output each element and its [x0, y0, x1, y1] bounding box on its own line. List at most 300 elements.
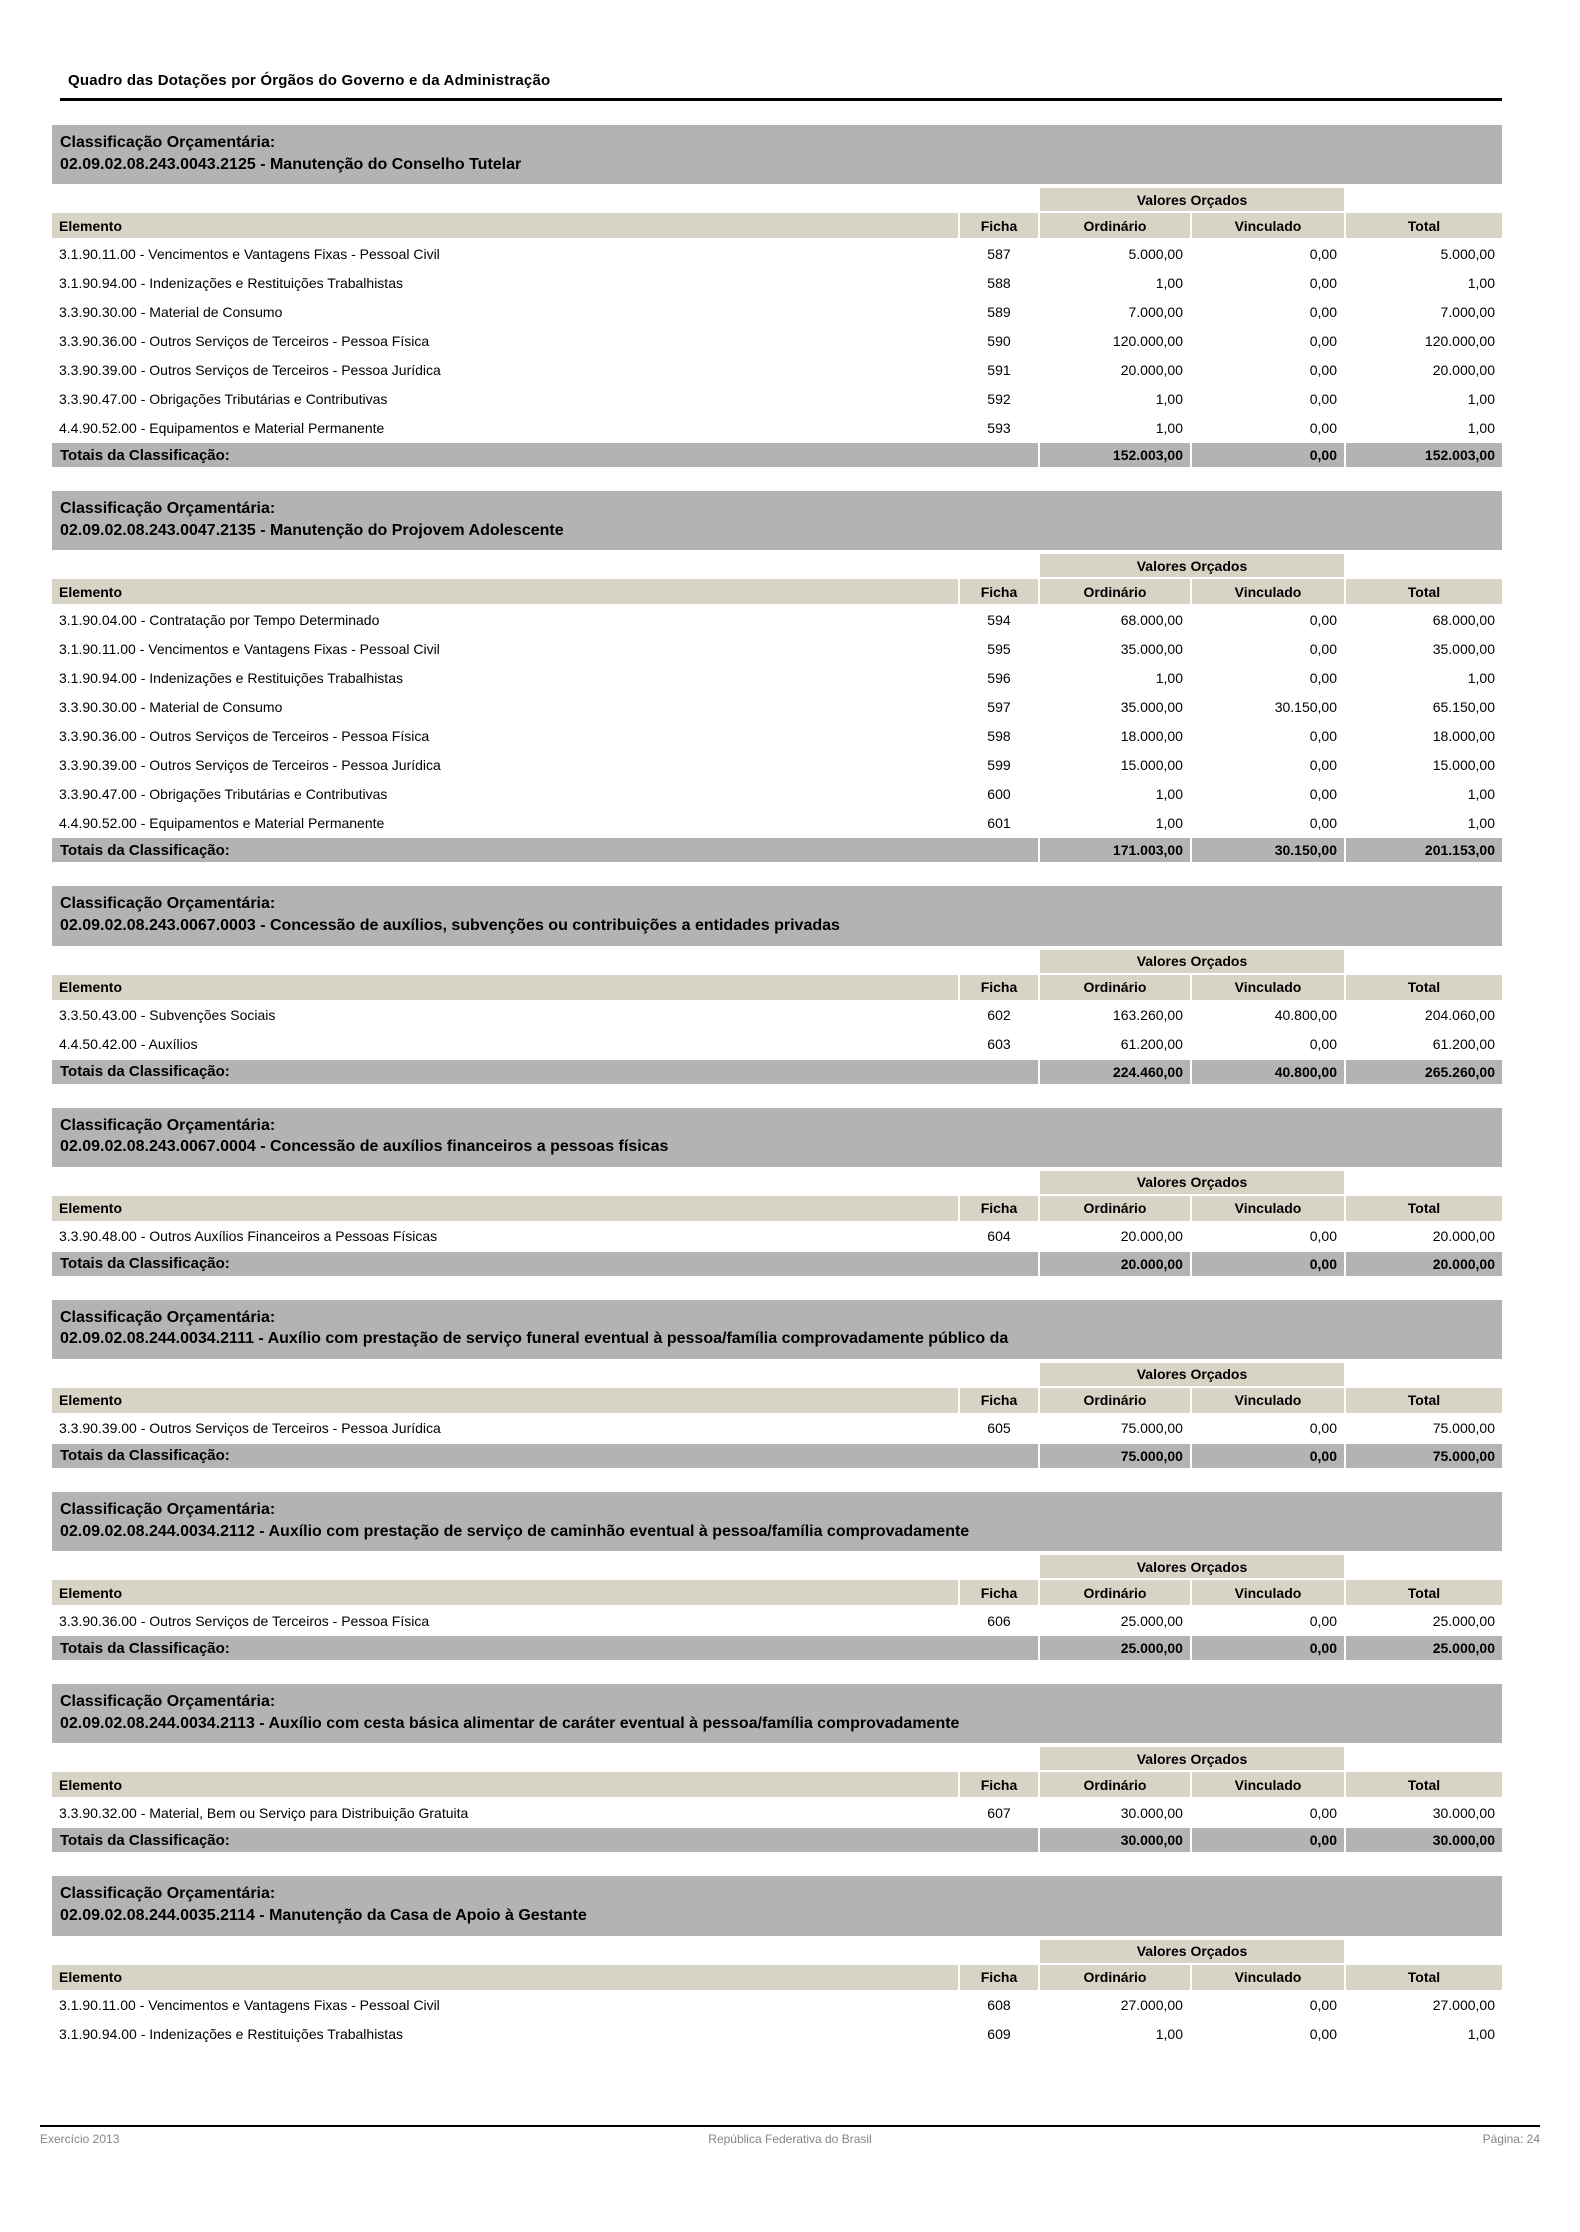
totals-total: 75.000,00: [1346, 1444, 1502, 1468]
classification-block: [52, 491, 1502, 864]
row-vinculado: 0,00: [1192, 414, 1344, 441]
classification-label: Classificação Orçamentária:: [60, 1308, 276, 1326]
totals-ordinario: 171.003,00: [1040, 838, 1190, 862]
valores-orcados-row: [52, 1171, 1502, 1194]
row-elemento: 3.1.90.94.00 - Indenizações e Restituições Trabalhistas: [52, 269, 958, 296]
row-ordinario: 7.000,00: [1040, 298, 1190, 325]
column-header-ordinario: Ordinário: [1040, 213, 1190, 238]
row-ordinario: 1,00: [1040, 2021, 1190, 2048]
spacer-cell: [1346, 554, 1502, 577]
spacer-cell: [1346, 950, 1502, 973]
totals-vinculado: 30.150,00: [1192, 838, 1344, 862]
column-header-elemento: Elemento: [52, 213, 958, 238]
table-row: [52, 809, 1502, 836]
valores-orcados-row: [52, 1940, 1502, 1963]
row-elemento: 3.3.90.36.00 - Outros Serviços de Terceiros - Pessoa Física: [52, 1607, 958, 1634]
row-total: 1,00: [1346, 2021, 1502, 2048]
column-header-row: [52, 1772, 1502, 1797]
row-ordinario: 120.000,00: [1040, 327, 1190, 354]
table-row: [52, 780, 1502, 807]
report-title: Quadro das Dotações por Órgãos do Governo e da Administração: [68, 72, 551, 89]
row-total: 7.000,00: [1346, 298, 1502, 325]
table-row: [52, 240, 1502, 267]
valores-orcados-header: Valores Orçados: [1040, 1940, 1344, 1963]
row-ordinario: 20.000,00: [1040, 1223, 1190, 1250]
row-ordinario: 18.000,00: [1040, 722, 1190, 749]
row-ordinario: 27.000,00: [1040, 1992, 1190, 2019]
row-vinculado: 0,00: [1192, 356, 1344, 383]
valores-orcados-row: [52, 1555, 1502, 1578]
totals-ordinario: 25.000,00: [1040, 1636, 1190, 1660]
column-header-ordinario: Ordinário: [1040, 1772, 1190, 1797]
row-ficha: 606: [960, 1607, 1038, 1634]
row-ordinario: 15.000,00: [1040, 751, 1190, 778]
classification-block: [52, 1108, 1502, 1278]
valores-orcados-row: [52, 1747, 1502, 1770]
row-vinculado: 0,00: [1192, 385, 1344, 412]
totals-total: 20.000,00: [1346, 1252, 1502, 1276]
column-header-ordinario: Ordinário: [1040, 1580, 1190, 1605]
row-vinculado: 0,00: [1192, 1415, 1344, 1442]
column-header-ficha: Ficha: [960, 1772, 1038, 1797]
totals-ordinario: 75.000,00: [1040, 1444, 1190, 1468]
spacer-cell: [52, 188, 1038, 211]
totals-total: 25.000,00: [1346, 1636, 1502, 1660]
valores-orcados-header: Valores Orçados: [1040, 1555, 1344, 1578]
row-ordinario: 1,00: [1040, 809, 1190, 836]
row-vinculado: 0,00: [1192, 664, 1344, 691]
column-header-ficha: Ficha: [960, 1965, 1038, 1990]
totals-vinculado: 40.800,00: [1192, 1060, 1344, 1084]
totals-vinculado: 0,00: [1192, 443, 1344, 467]
table-body: [52, 1607, 1502, 1634]
column-header-vinculado: Vinculado: [1192, 213, 1344, 238]
totals-total: 30.000,00: [1346, 1828, 1502, 1852]
totals-vinculado: 0,00: [1192, 1828, 1344, 1852]
valores-orcados-row: [52, 950, 1502, 973]
table-row: [52, 385, 1502, 412]
row-ficha: 603: [960, 1031, 1038, 1058]
column-header-elemento: Elemento: [52, 1580, 958, 1605]
column-header-vinculado: Vinculado: [1192, 1772, 1344, 1797]
totals-vinculado: 0,00: [1192, 1636, 1344, 1660]
row-total: 68.000,00: [1346, 606, 1502, 633]
row-total: 75.000,00: [1346, 1415, 1502, 1442]
classification-code: 02.09.02.08.244.0034.2111 - Auxílio com prestação de serviço funeral eventual à pessoa/família comprovadamente público da: [60, 1330, 1009, 1348]
row-ficha: 588: [960, 269, 1038, 296]
column-header-ficha: Ficha: [960, 975, 1038, 1000]
table-row: [52, 1223, 1502, 1250]
totals-label: Totais da Classificação:: [52, 1060, 1038, 1084]
budget-table: [50, 1745, 1504, 1854]
row-vinculado: 0,00: [1192, 1992, 1344, 2019]
spacer-cell: [1346, 1363, 1502, 1386]
table-body: [52, 1002, 1502, 1058]
table-row: [52, 327, 1502, 354]
row-ordinario: 1,00: [1040, 269, 1190, 296]
row-total: 1,00: [1346, 809, 1502, 836]
row-elemento: 3.3.90.48.00 - Outros Auxílios Financeiros a Pessoas Físicas: [52, 1223, 958, 1250]
row-elemento: 4.4.50.42.00 - Auxílios: [52, 1031, 958, 1058]
table-row: [52, 635, 1502, 662]
column-header-total: Total: [1346, 213, 1502, 238]
totals-row: [52, 1060, 1502, 1084]
valores-orcados-row: [52, 554, 1502, 577]
classification-label: Classificação Orçamentária:: [60, 895, 276, 913]
column-header-row: [52, 975, 1502, 1000]
row-vinculado: 0,00: [1192, 269, 1344, 296]
totals-row: [52, 1252, 1502, 1276]
totals-row: [52, 1828, 1502, 1852]
column-header-vinculado: Vinculado: [1192, 1388, 1344, 1413]
row-elemento: 3.1.90.11.00 - Vencimentos e Vantagens Fixas - Pessoal Civil: [52, 635, 958, 662]
classification-label: Classificação Orçamentária:: [60, 1500, 276, 1518]
row-elemento: 3.3.90.36.00 - Outros Serviços de Terceiros - Pessoa Física: [52, 722, 958, 749]
row-ordinario: 1,00: [1040, 664, 1190, 691]
column-header-total: Total: [1346, 1772, 1502, 1797]
row-ordinario: 5.000,00: [1040, 240, 1190, 267]
row-ficha: 590: [960, 327, 1038, 354]
row-ficha: 591: [960, 356, 1038, 383]
totals-ordinario: 224.460,00: [1040, 1060, 1190, 1084]
row-vinculado: 30.150,00: [1192, 693, 1344, 720]
classification-header-box: [52, 491, 1502, 550]
column-header-ficha: Ficha: [960, 1196, 1038, 1221]
classification-header-box: [52, 886, 1502, 945]
classification-code: 02.09.02.08.243.0067.0004 - Concessão de auxílios financeiros a pessoas físicas: [60, 1138, 669, 1156]
totals-label: Totais da Classificação:: [52, 1828, 1038, 1852]
row-total: 204.060,00: [1346, 1002, 1502, 1029]
table-row: [52, 269, 1502, 296]
row-elemento: 3.3.90.39.00 - Outros Serviços de Terceiros - Pessoa Jurídica: [52, 1415, 958, 1442]
totals-row: [52, 838, 1502, 862]
spacer-cell: [1346, 1555, 1502, 1578]
row-vinculado: 0,00: [1192, 298, 1344, 325]
row-ordinario: 20.000,00: [1040, 356, 1190, 383]
column-header-row: [52, 1196, 1502, 1221]
row-total: 27.000,00: [1346, 1992, 1502, 2019]
classification-code: 02.09.02.08.244.0035.2114 - Manutenção da Casa de Apoio à Gestante: [60, 1906, 587, 1924]
table-row: [52, 1799, 1502, 1826]
totals-total: 152.003,00: [1346, 443, 1502, 467]
row-ficha: 597: [960, 693, 1038, 720]
budget-table: [50, 1361, 1504, 1470]
totals-vinculado: 0,00: [1192, 1444, 1344, 1468]
table-row: [52, 356, 1502, 383]
row-ficha: 596: [960, 664, 1038, 691]
row-total: 18.000,00: [1346, 722, 1502, 749]
classification-block: [52, 1684, 1502, 1854]
column-header-vinculado: Vinculado: [1192, 1580, 1344, 1605]
spacer-cell: [52, 1940, 1038, 1963]
row-ordinario: 30.000,00: [1040, 1799, 1190, 1826]
row-ficha: 594: [960, 606, 1038, 633]
table-body: [52, 606, 1502, 836]
row-ficha: 595: [960, 635, 1038, 662]
column-header-ordinario: Ordinário: [1040, 1196, 1190, 1221]
row-ordinario: 1,00: [1040, 385, 1190, 412]
row-ficha: 598: [960, 722, 1038, 749]
report-header: [52, 0, 1502, 101]
row-ficha: 602: [960, 1002, 1038, 1029]
row-ficha: 607: [960, 1799, 1038, 1826]
row-ordinario: 35.000,00: [1040, 635, 1190, 662]
valores-orcados-header: Valores Orçados: [1040, 1363, 1344, 1386]
column-header-row: [52, 1965, 1502, 1990]
row-total: 120.000,00: [1346, 327, 1502, 354]
row-ficha: 599: [960, 751, 1038, 778]
valores-orcados-header: Valores Orçados: [1040, 554, 1344, 577]
row-ficha: 589: [960, 298, 1038, 325]
classification-header-box: [52, 1492, 1502, 1551]
table-row: [52, 414, 1502, 441]
spacer-cell: [52, 1171, 1038, 1194]
classification-header-box: [52, 1300, 1502, 1359]
row-ficha: 604: [960, 1223, 1038, 1250]
footer-exercise: Exercício 2013: [40, 2132, 120, 2146]
classification-header-box: [52, 1684, 1502, 1743]
classification-block: [52, 125, 1502, 469]
row-ficha: 592: [960, 385, 1038, 412]
row-vinculado: 0,00: [1192, 780, 1344, 807]
column-header-elemento: Elemento: [52, 1772, 958, 1797]
valores-orcados-header: Valores Orçados: [1040, 1171, 1344, 1194]
column-header-row: [52, 1580, 1502, 1605]
classification-header-box: [52, 125, 1502, 184]
column-header-vinculado: Vinculado: [1192, 1196, 1344, 1221]
table-row: [52, 693, 1502, 720]
column-header-elemento: Elemento: [52, 1388, 958, 1413]
totals-total: 201.153,00: [1346, 838, 1502, 862]
totals-row: [52, 1636, 1502, 1660]
row-ficha: 593: [960, 414, 1038, 441]
row-elemento: 3.1.90.04.00 - Contratação por Tempo Determinado: [52, 606, 958, 633]
row-elemento: 3.3.90.30.00 - Material de Consumo: [52, 298, 958, 325]
column-header-ordinario: Ordinário: [1040, 1965, 1190, 1990]
row-elemento: 3.3.90.30.00 - Material de Consumo: [52, 693, 958, 720]
table-row: [52, 751, 1502, 778]
budget-table: [50, 552, 1504, 864]
row-total: 15.000,00: [1346, 751, 1502, 778]
row-vinculado: 0,00: [1192, 240, 1344, 267]
row-elemento: 4.4.90.52.00 - Equipamentos e Material Permanente: [52, 809, 958, 836]
row-elemento: 3.1.90.11.00 - Vencimentos e Vantagens Fixas - Pessoal Civil: [52, 1992, 958, 2019]
column-header-total: Total: [1346, 1196, 1502, 1221]
row-total: 20.000,00: [1346, 1223, 1502, 1250]
row-total: 1,00: [1346, 780, 1502, 807]
table-body: [52, 1415, 1502, 1442]
table-row: [52, 298, 1502, 325]
column-header-elemento: Elemento: [52, 1196, 958, 1221]
row-elemento: 4.4.90.52.00 - Equipamentos e Material Permanente: [52, 414, 958, 441]
totals-row: [52, 1444, 1502, 1468]
row-total: 61.200,00: [1346, 1031, 1502, 1058]
spacer-cell: [1346, 188, 1502, 211]
classification-label: Classificação Orçamentária:: [60, 134, 276, 151]
row-total: 1,00: [1346, 269, 1502, 296]
row-vinculado: 0,00: [1192, 751, 1344, 778]
footer-line: [40, 2127, 1540, 2146]
column-header-row: [52, 213, 1502, 238]
table-body: [52, 1223, 1502, 1250]
row-total: 1,00: [1346, 385, 1502, 412]
row-elemento: 3.3.50.43.00 - Subvenções Sociais: [52, 1002, 958, 1029]
row-vinculado: 0,00: [1192, 1031, 1344, 1058]
classification-header-box: [52, 1876, 1502, 1935]
row-ficha: 609: [960, 2021, 1038, 2048]
column-header-row: [52, 579, 1502, 604]
column-header-total: Total: [1346, 1580, 1502, 1605]
footer-country: República Federativa do Brasil: [708, 2132, 872, 2146]
row-ordinario: 25.000,00: [1040, 1607, 1190, 1634]
table-row: [52, 1002, 1502, 1029]
column-header-elemento: Elemento: [52, 579, 958, 604]
totals-label: Totais da Classificação:: [52, 1636, 1038, 1660]
row-total: 65.150,00: [1346, 693, 1502, 720]
spacer-cell: [52, 554, 1038, 577]
row-total: 35.000,00: [1346, 635, 1502, 662]
column-header-ordinario: Ordinário: [1040, 579, 1190, 604]
totals-ordinario: 30.000,00: [1040, 1828, 1190, 1852]
row-vinculado: 40.800,00: [1192, 1002, 1344, 1029]
column-header-ordinario: Ordinário: [1040, 975, 1190, 1000]
row-vinculado: 0,00: [1192, 1223, 1344, 1250]
spacer-cell: [52, 1747, 1038, 1770]
table-row: [52, 606, 1502, 633]
row-ficha: 608: [960, 1992, 1038, 2019]
row-vinculado: 0,00: [1192, 606, 1344, 633]
spacer-cell: [52, 950, 1038, 973]
table-row: [52, 1031, 1502, 1058]
classification-label: Classificação Orçamentária:: [60, 500, 276, 518]
row-total: 5.000,00: [1346, 240, 1502, 267]
row-vinculado: 0,00: [1192, 722, 1344, 749]
column-header-total: Total: [1346, 579, 1502, 604]
row-vinculado: 0,00: [1192, 1607, 1344, 1634]
classification-header-box: [52, 1108, 1502, 1167]
classification-block: [52, 1876, 1502, 2049]
totals-label: Totais da Classificação:: [52, 838, 1038, 862]
column-header-ficha: Ficha: [960, 213, 1038, 238]
totals-vinculado: 0,00: [1192, 1252, 1344, 1276]
budget-table: [50, 186, 1504, 469]
budget-table: [50, 948, 1504, 1086]
classification-blocks-container: [52, 125, 1502, 2050]
table-row: [52, 1415, 1502, 1442]
column-header-elemento: Elemento: [52, 975, 958, 1000]
spacer-cell: [52, 1555, 1038, 1578]
column-header-ficha: Ficha: [960, 1388, 1038, 1413]
classification-code: 02.09.02.08.243.0047.2135 - Manutenção do Projovem Adolescente: [60, 521, 564, 539]
row-total: 20.000,00: [1346, 356, 1502, 383]
classification-block: [52, 886, 1502, 1085]
row-ordinario: 68.000,00: [1040, 606, 1190, 633]
page-footer: [0, 2125, 1580, 2146]
row-ficha: 605: [960, 1415, 1038, 1442]
row-elemento: 3.3.90.47.00 - Obrigações Tributárias e Contributivas: [52, 385, 958, 412]
table-row: [52, 722, 1502, 749]
column-header-total: Total: [1346, 1388, 1502, 1413]
row-ficha: 601: [960, 809, 1038, 836]
table-body: [52, 1992, 1502, 2048]
column-header-total: Total: [1346, 1965, 1502, 1990]
classification-code: 02.09.02.08.244.0034.2113 - Auxílio com cesta básica alimentar de caráter eventual à pessoa/família comprovadamente: [60, 1714, 960, 1732]
column-header-row: [52, 1388, 1502, 1413]
classification-code: 02.09.02.08.243.0067.0003 - Concessão de auxílios, subvenções ou contribuições a entidades privadas: [60, 916, 840, 934]
valores-orcados-header: Valores Orçados: [1040, 188, 1344, 211]
classification-label: Classificação Orçamentária:: [60, 1693, 276, 1711]
budget-table: [50, 1553, 1504, 1662]
row-vinculado: 0,00: [1192, 2021, 1344, 2048]
row-ordinario: 163.260,00: [1040, 1002, 1190, 1029]
row-vinculado: 0,00: [1192, 1799, 1344, 1826]
header-rule: [60, 98, 1502, 101]
totals-label: Totais da Classificação:: [52, 1444, 1038, 1468]
totals-ordinario: 20.000,00: [1040, 1252, 1190, 1276]
row-elemento: 3.3.90.39.00 - Outros Serviços de Terceiros - Pessoa Jurídica: [52, 356, 958, 383]
row-total: 25.000,00: [1346, 1607, 1502, 1634]
valores-orcados-header: Valores Orçados: [1040, 950, 1344, 973]
row-elemento: 3.3.90.36.00 - Outros Serviços de Terceiros - Pessoa Física: [52, 327, 958, 354]
totals-label: Totais da Classificação:: [52, 443, 1038, 467]
row-ordinario: 61.200,00: [1040, 1031, 1190, 1058]
row-vinculado: 0,00: [1192, 327, 1344, 354]
row-ordinario: 35.000,00: [1040, 693, 1190, 720]
spacer-cell: [1346, 1747, 1502, 1770]
totals-ordinario: 152.003,00: [1040, 443, 1190, 467]
valores-orcados-row: [52, 188, 1502, 211]
budget-table: [50, 1938, 1504, 2050]
row-total: 1,00: [1346, 664, 1502, 691]
row-vinculado: 0,00: [1192, 635, 1344, 662]
table-row: [52, 664, 1502, 691]
row-total: 30.000,00: [1346, 1799, 1502, 1826]
column-header-ficha: Ficha: [960, 579, 1038, 604]
row-vinculado: 0,00: [1192, 809, 1344, 836]
row-ficha: 600: [960, 780, 1038, 807]
classification-code: 02.09.02.08.243.0043.2125 - Manutenção do Conselho Tutelar: [60, 155, 522, 173]
totals-total: 265.260,00: [1346, 1060, 1502, 1084]
row-ordinario: 1,00: [1040, 414, 1190, 441]
classification-block: [52, 1492, 1502, 1662]
row-elemento: 3.3.90.39.00 - Outros Serviços de Terceiros - Pessoa Jurídica: [52, 751, 958, 778]
row-elemento: 3.1.90.11.00 - Vencimentos e Vantagens Fixas - Pessoal Civil: [52, 240, 958, 267]
classification-code: 02.09.02.08.244.0034.2112 - Auxílio com prestação de serviço de caminhão eventual à pessoa/família comprovadamente: [60, 1522, 970, 1540]
column-header-vinculado: Vinculado: [1192, 579, 1344, 604]
column-header-ficha: Ficha: [960, 1580, 1038, 1605]
row-elemento: 3.3.90.47.00 - Obrigações Tributárias e Contributivas: [52, 780, 958, 807]
classification-label: Classificação Orçamentária:: [60, 1116, 276, 1134]
budget-table: [50, 1169, 1504, 1278]
row-total: 1,00: [1346, 414, 1502, 441]
classification-block: [52, 1300, 1502, 1470]
spacer-cell: [1346, 1171, 1502, 1194]
column-header-vinculado: Vinculado: [1192, 975, 1344, 1000]
spacer-cell: [1346, 1940, 1502, 1963]
row-ordinario: 1,00: [1040, 780, 1190, 807]
row-ficha: 587: [960, 240, 1038, 267]
table-row: [52, 2021, 1502, 2048]
row-elemento: 3.3.90.32.00 - Material, Bem ou Serviço para Distribuição Gratuita: [52, 1799, 958, 1826]
table-row: [52, 1992, 1502, 2019]
row-elemento: 3.1.90.94.00 - Indenizações e Restituições Trabalhistas: [52, 2021, 958, 2048]
row-ordinario: 75.000,00: [1040, 1415, 1190, 1442]
column-header-vinculado: Vinculado: [1192, 1965, 1344, 1990]
row-elemento: 3.1.90.94.00 - Indenizações e Restituições Trabalhistas: [52, 664, 958, 691]
footer-page-number: Página: 24: [1482, 2132, 1540, 2146]
valores-orcados-row: [52, 1363, 1502, 1386]
totals-label: Totais da Classificação:: [52, 1252, 1038, 1276]
